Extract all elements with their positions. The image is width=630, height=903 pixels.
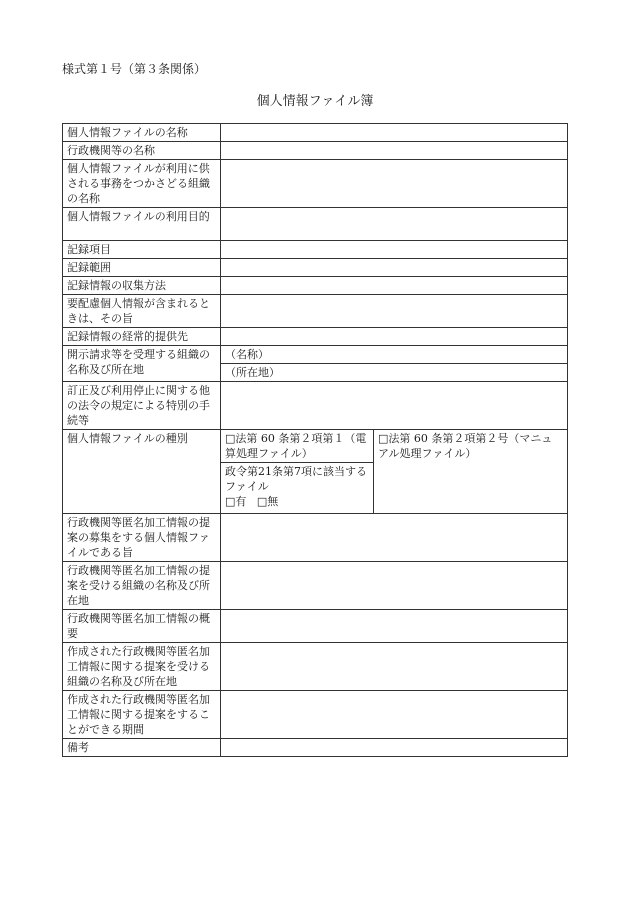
- label-remarks: 備考: [63, 739, 221, 757]
- row-anon-summary: [63, 610, 568, 643]
- ordinance-no-checkbox[interactable]: □無: [256, 495, 279, 508]
- row-recipients: [63, 328, 568, 346]
- value-sensitive[interactable]: [221, 295, 568, 328]
- row-remarks: [63, 739, 568, 757]
- value-anon-summary[interactable]: [221, 610, 568, 643]
- label-created-anon-period: 作成された行政機関等匿名加工情報に関する提案をすることができる期間: [63, 691, 221, 739]
- label-file-name: 個人情報ファイルの名称: [63, 124, 221, 142]
- row-anon-receiving-org: [63, 562, 568, 610]
- label-file-type: 個人情報ファイルの種別: [63, 430, 221, 514]
- value-purpose[interactable]: [221, 208, 568, 241]
- file-type-option-manual[interactable]: □法第 60 条第２項第２号（マニュアル処理ファイル）: [374, 430, 568, 514]
- row-file-name: [63, 124, 568, 142]
- label-recipients: 記録情報の経常的提供先: [63, 328, 221, 346]
- value-created-anon-period[interactable]: [221, 691, 568, 739]
- value-disclosure-name[interactable]: （名称）: [221, 346, 568, 364]
- label-special-procedure: 訂正及び利用停止に関する他の法令の規定による特別の手続等: [63, 382, 221, 430]
- row-org-name: [63, 160, 568, 208]
- value-disclosure-address[interactable]: （所在地）: [221, 364, 568, 382]
- value-scope[interactable]: [221, 259, 568, 277]
- row-agency-name: [63, 142, 568, 160]
- value-collection[interactable]: [221, 277, 568, 295]
- label-disclosure-org: 開示請求等を受理する組織の名称及び所在地: [63, 346, 221, 382]
- row-disclosure-name: [63, 346, 568, 364]
- value-special-procedure[interactable]: [221, 382, 568, 430]
- label-items: 記録項目: [63, 241, 221, 259]
- label-collection: 記録情報の収集方法: [63, 277, 221, 295]
- row-created-anon-period: [63, 691, 568, 739]
- label-anon-summary: 行政機関等匿名加工情報の概要: [63, 610, 221, 643]
- value-org-name[interactable]: [221, 160, 568, 208]
- row-file-type: [63, 430, 568, 463]
- ordinance-cell: [221, 463, 374, 514]
- row-anon-proposal: [63, 514, 568, 562]
- label-anon-proposal: 行政機関等匿名加工情報の提案の募集をする個人情報ファイルである旨: [63, 514, 221, 562]
- label-agency-name: 行政機関等の名称: [63, 142, 221, 160]
- label-anon-receiving-org: 行政機関等匿名加工情報の提案を受ける組織の名称及び所在地: [63, 562, 221, 610]
- row-collection: [63, 277, 568, 295]
- ordinance-choices: [225, 494, 369, 509]
- value-anon-receiving-org[interactable]: [221, 562, 568, 610]
- row-created-anon-org: [63, 643, 568, 691]
- label-created-anon-org: 作成された行政機関等匿名加工情報に関する提案を受ける組織の名称及び所在地: [63, 643, 221, 691]
- ordinance-label: 政令第21条第7項に該当するファイル: [225, 465, 367, 493]
- label-scope: 記録範囲: [63, 259, 221, 277]
- label-org-name: 個人情報ファイルが利用に供される事務をつかさどる組織の名称: [63, 160, 221, 208]
- value-items[interactable]: [221, 241, 568, 259]
- ordinance-yes-checkbox[interactable]: □有: [225, 495, 247, 508]
- row-sensitive: [63, 295, 568, 328]
- value-anon-proposal[interactable]: [221, 514, 568, 562]
- document-title: 個人情報ファイル簿: [256, 94, 374, 109]
- label-purpose: 個人情報ファイルの利用目的: [63, 208, 221, 241]
- row-items: [63, 241, 568, 259]
- row-special-procedure: [63, 382, 568, 430]
- value-recipients[interactable]: [221, 328, 568, 346]
- file-type-option-electronic[interactable]: □法第 60 条第２項第１（電算処理ファイル）: [221, 430, 374, 463]
- value-file-name[interactable]: [221, 124, 568, 142]
- value-agency-name[interactable]: [221, 142, 568, 160]
- row-purpose: [63, 208, 568, 241]
- value-created-anon-org[interactable]: [221, 643, 568, 691]
- form-number: 様式第１号（第３条関係）: [62, 62, 207, 76]
- value-remarks[interactable]: [221, 739, 568, 757]
- row-scope: [63, 259, 568, 277]
- label-sensitive: 要配慮個人情報が含まれるときは、その旨: [63, 295, 221, 328]
- register-table: [62, 123, 568, 757]
